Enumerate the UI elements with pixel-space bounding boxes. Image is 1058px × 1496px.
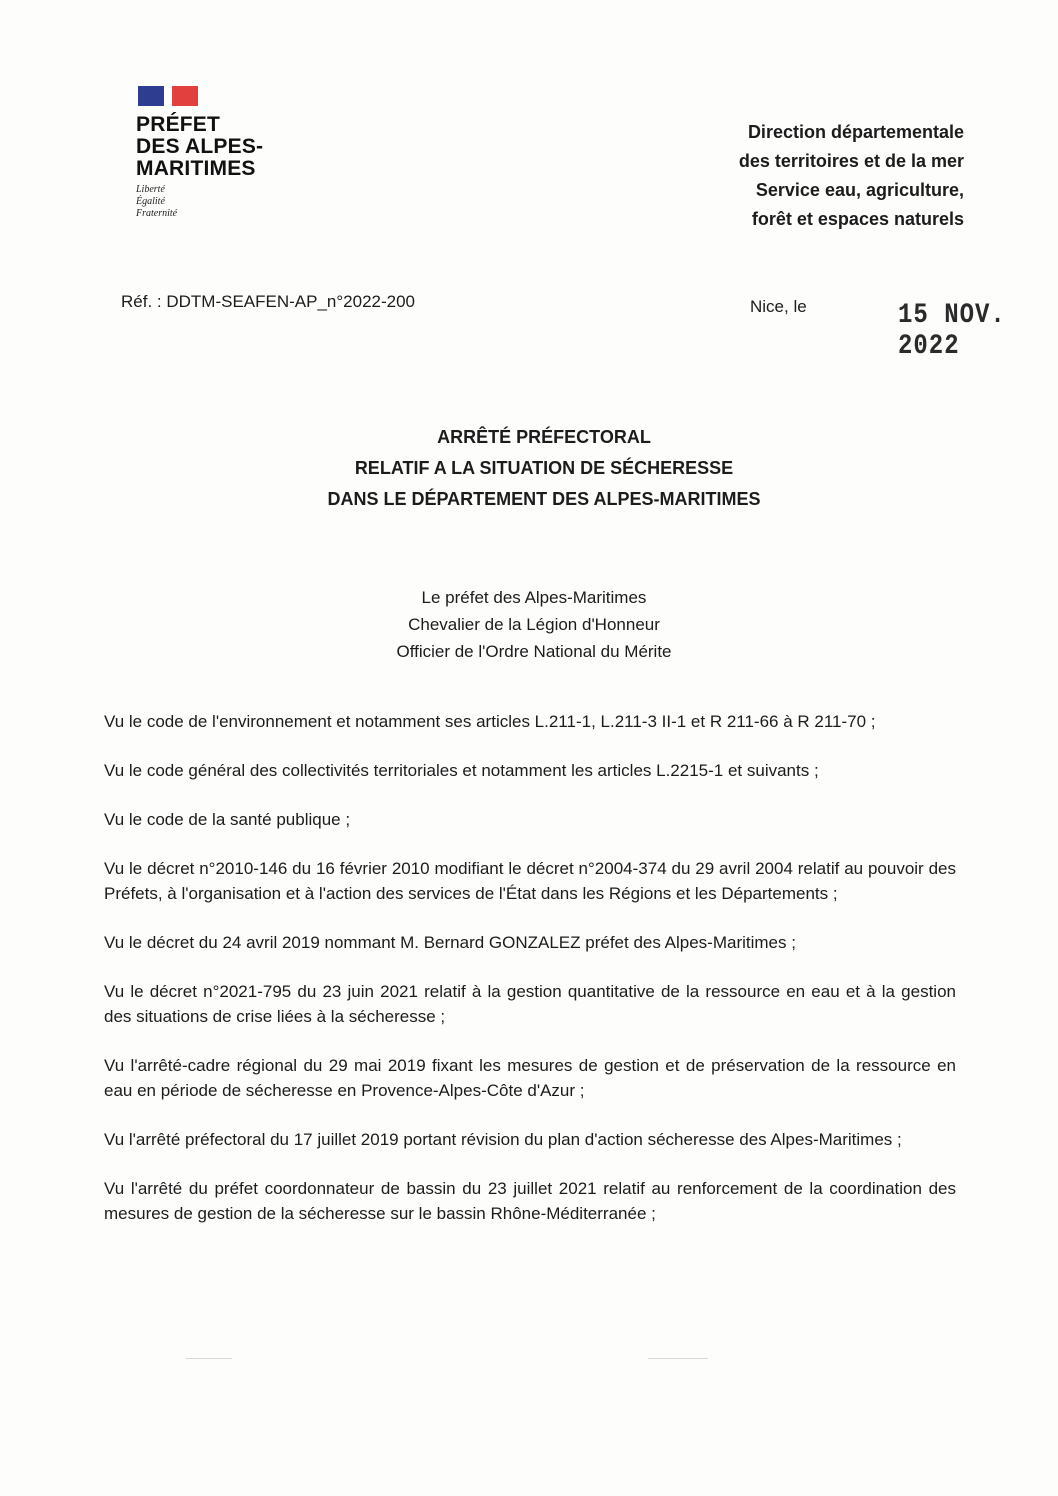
prefecture-logo	[136, 86, 296, 220]
consideration-item: Vu le décret n°2021-795 du 23 juin 2021 relatif à la gestion quantitative de la ressource en eau et à la gestion des situations de crise liées à la sécheresse ;	[104, 982, 956, 1026]
service-line-1: Direction départementale	[747, 122, 964, 142]
consideration-item: Vu le décret du 24 avril 2019 nommant M. Bernard GONZALEZ préfet des Alpes-Maritimes ;	[104, 933, 796, 952]
title-line-3: DANS LE DÉPARTEMENT DES ALPES-MARITIMES	[327, 489, 761, 509]
republic-motto	[136, 184, 296, 220]
logo-line-2: DES ALPES-	[136, 135, 264, 158]
consideration-item: Vu le code général des collectivités territoriales et notamment les articles L.2215-1 et suivants ;	[104, 761, 819, 780]
prefet-line-1: Le préfet des Alpes-Maritimes	[421, 588, 647, 607]
considerations-list	[104, 709, 956, 1226]
service-line-4: forêt et espaces naturels	[751, 209, 964, 229]
consideration-item: Vu l'arrêté-cadre régional du 29 mai 2019 fixant les mesures de gestion et de préservation de la ressource en eau en période de sécheresse en Provence-Alpes-Côte d'Azur ;	[104, 1056, 956, 1100]
consideration-item: Vu l'arrêté du préfet coordonnateur de bassin du 23 juillet 2021 relatif au renforcement de la coordination des mesures de gestion de la sécheresse sur le bassin Rhône-Méditerranée ;	[104, 1179, 956, 1223]
date-stamp: 15 NOV. 2022	[898, 300, 1006, 363]
consideration-item: Vu le décret n°2010-146 du 16 février 2010 modifiant le décret n°2004-374 du 29 avril 2004 relatif au pouvoir des Préfets, à l'organisation et à l'action des services de l'État dans les Régions et les Départements ;	[104, 859, 956, 903]
place-label: Nice, le	[750, 297, 807, 316]
consideration-item: Vu l'arrêté préfectoral du 17 juillet 2019 portant révision du plan d'action sécheresse des Alpes-Maritimes ;	[104, 1130, 902, 1149]
prefet-line-2: Chevalier de la Légion d'Honneur	[408, 615, 660, 634]
scan-mark-left	[186, 1358, 232, 1359]
prefet-line-3: Officier de l'Ordre National du Mérite	[396, 642, 672, 661]
consideration-item: Vu le code de la santé publique ;	[104, 810, 351, 829]
motto-fraternite: Fraternité	[136, 208, 178, 219]
french-flag-icon	[138, 86, 198, 106]
title-line-2: RELATIF A LA SITUATION DE SÉCHERESSE	[354, 458, 734, 478]
scan-mark-right	[648, 1358, 708, 1359]
logo-line-1: PRÉFET	[136, 113, 221, 136]
document-reference: Réf. : DDTM-SEAFEN-AP_n°2022-200	[121, 292, 416, 311]
service-line-3: Service eau, agriculture,	[755, 180, 964, 200]
consideration-item: Vu le code de l'environnement et notamment ses articles L.211-1, L.211-3 II-1 et R 211-66 à R 211-70 ;	[104, 712, 876, 731]
prefet-titles	[0, 584, 1058, 665]
title-line-1: ARRÊTÉ PRÉFECTORAL	[437, 427, 651, 447]
logo-line-3: MARITIMES	[136, 157, 256, 180]
service-line-2: des territoires et de la mer	[738, 151, 964, 171]
issuing-service	[739, 118, 964, 234]
motto-egalite: Égalité	[136, 196, 165, 207]
motto-liberte: Liberté	[136, 184, 165, 195]
document-title	[0, 422, 1058, 515]
